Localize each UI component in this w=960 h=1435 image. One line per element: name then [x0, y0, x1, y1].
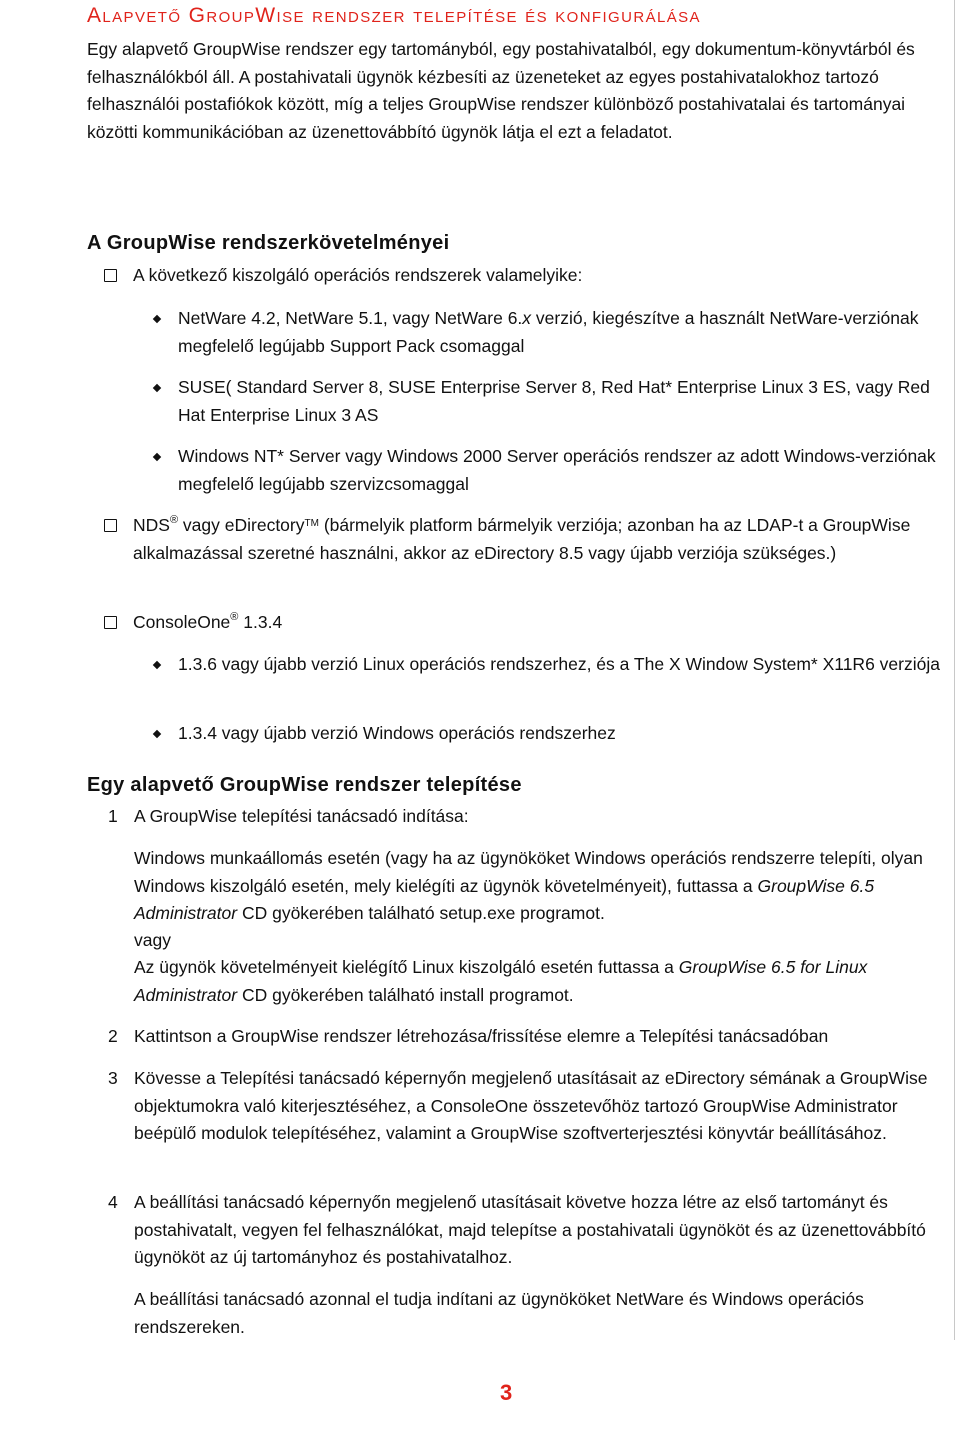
checkbox-square-icon	[104, 269, 117, 282]
diamond-bullet-icon	[153, 453, 161, 461]
step1-windows-instructions: Windows munkaállomás esetén (vagy ha az ügynököket Windows operációs rendszerre telepíti, olyan Windows kiszolgáló esetén, mely kielégíti az ügynök követelményeit), futtassa a GroupWise 6.5 Administrator CD gyökerében található setup.exe programot.	[134, 848, 923, 923]
requirement-nds-text: NDS® vagy eDirectory™ (bármelyik platform bármelyik verziója; azonban ha az LDAP-t a GroupWise alkalmazással szeretné használni, akkor az eDirectory 8.5 vagy újabb verziója szükséges.)	[133, 514, 911, 563]
step-text: Kövesse a Telepítési tanácsadó képernyőn megjelenő utasításait az eDirectory sémának a GroupWise objektumokra való kiterjesztéséhez, a ConsoleOne összetevőhöz tartozó GroupWise Administrator beépülő modulok telepítéséhez, valamint a GroupWise szoftverterjesztési könyvtár beállításához.	[134, 1068, 928, 1143]
step-text: A GroupWise telepítési tanácsadó indítása:	[134, 806, 469, 826]
diamond-bullet-icon	[153, 730, 161, 738]
step-text: A beállítási tanácsadó képernyőn megjelenő utasításait követve hozza létre az első tartományt és postahivatalt, vegyen fel felhasználókat, majd telepítse a postahivatali ügynököt és az üzenettovábbító ügynököt az új tartományhoz és postahivatalhoz.	[134, 1192, 926, 1267]
install-note: A beállítási tanácsadó azonnal el tudja indítani az ügynököket NetWare és Windows operációs rendszereken.	[134, 1289, 864, 1337]
install-heading: Egy alapvető GroupWise rendszer telepítése	[87, 774, 522, 796]
diamond-bullet-icon	[153, 661, 161, 669]
os-bullet-text: NetWare 4.2, NetWare 5.1, vagy NetWare 6.x verzió, kiegészítve a használt NetWare-verziónak megfelelő legújabb Support Pack csomaggal	[178, 308, 919, 356]
step-number: 3	[108, 1068, 118, 1088]
requirement-consoleone-text: ConsoleOne® 1.3.4	[133, 611, 283, 632]
step-number: 4	[108, 1192, 118, 1212]
os-bullet-text: SUSE( Standard Server 8, SUSE Enterprise Server 8, Red Hat* Enterprise Linux 3 ES, vagy Red Hat Enterprise Linux 3 AS	[178, 377, 930, 425]
step-number: 2	[108, 1026, 118, 1046]
requirements-heading: A GroupWise rendszerkövetelményei	[87, 232, 450, 254]
intro-paragraph: Egy alapvető GroupWise rendszer egy tartományból, egy postahivatalból, egy dokumentum-könyvtárból és felhasználókból áll. A postahivatali ügynök kézbesíti az üzeneteket az egyes postahivatalokhoz tartozó felhasználói postafiókok között, míg a teljes GroupWise rendszer különböző postahivatalai és tartományai közötti kommunikációban az üzenettovábbító ügynök látja el ezt a feladatot.	[87, 39, 915, 142]
step-text: Kattintson a GroupWise rendszer létrehozása/frissítése elemre a Telepítési tanácsadóban	[134, 1026, 829, 1046]
consoleone-bullet-text: 1.3.4 vagy újabb verzió Windows operációs rendszerhez	[178, 723, 616, 743]
checkbox-square-icon	[104, 616, 117, 629]
right-margin-rule	[954, 0, 955, 1340]
os-bullet-text: Windows NT* Server vagy Windows 2000 Server operációs rendszer az adott Windows-verziónak megfelelő legújabb szervizcsomaggal	[178, 446, 936, 494]
step1-linux-instructions: Az ügynök követelményeit kielégítő Linux kiszolgáló esetén futtassa a GroupWise 6.5 for Linux Administrator CD gyökerében található install programot.	[134, 957, 868, 1005]
diamond-bullet-icon	[153, 315, 161, 323]
requirement-os-text: A következő kiszolgáló operációs rendszerek valamelyike:	[133, 265, 583, 285]
consoleone-bullet-text: 1.3.6 vagy újabb verzió Linux operációs rendszerhez, és a The X Window System* X11R6 verziója	[178, 654, 940, 674]
page-number: 3	[500, 1380, 513, 1405]
checkbox-square-icon	[104, 519, 117, 532]
step1-or: vagy	[134, 930, 171, 950]
step-number: 1	[108, 806, 118, 826]
section-title: Alapvető GroupWise rendszer telepítése és konfigurálása	[87, 4, 701, 27]
diamond-bullet-icon	[153, 384, 161, 392]
